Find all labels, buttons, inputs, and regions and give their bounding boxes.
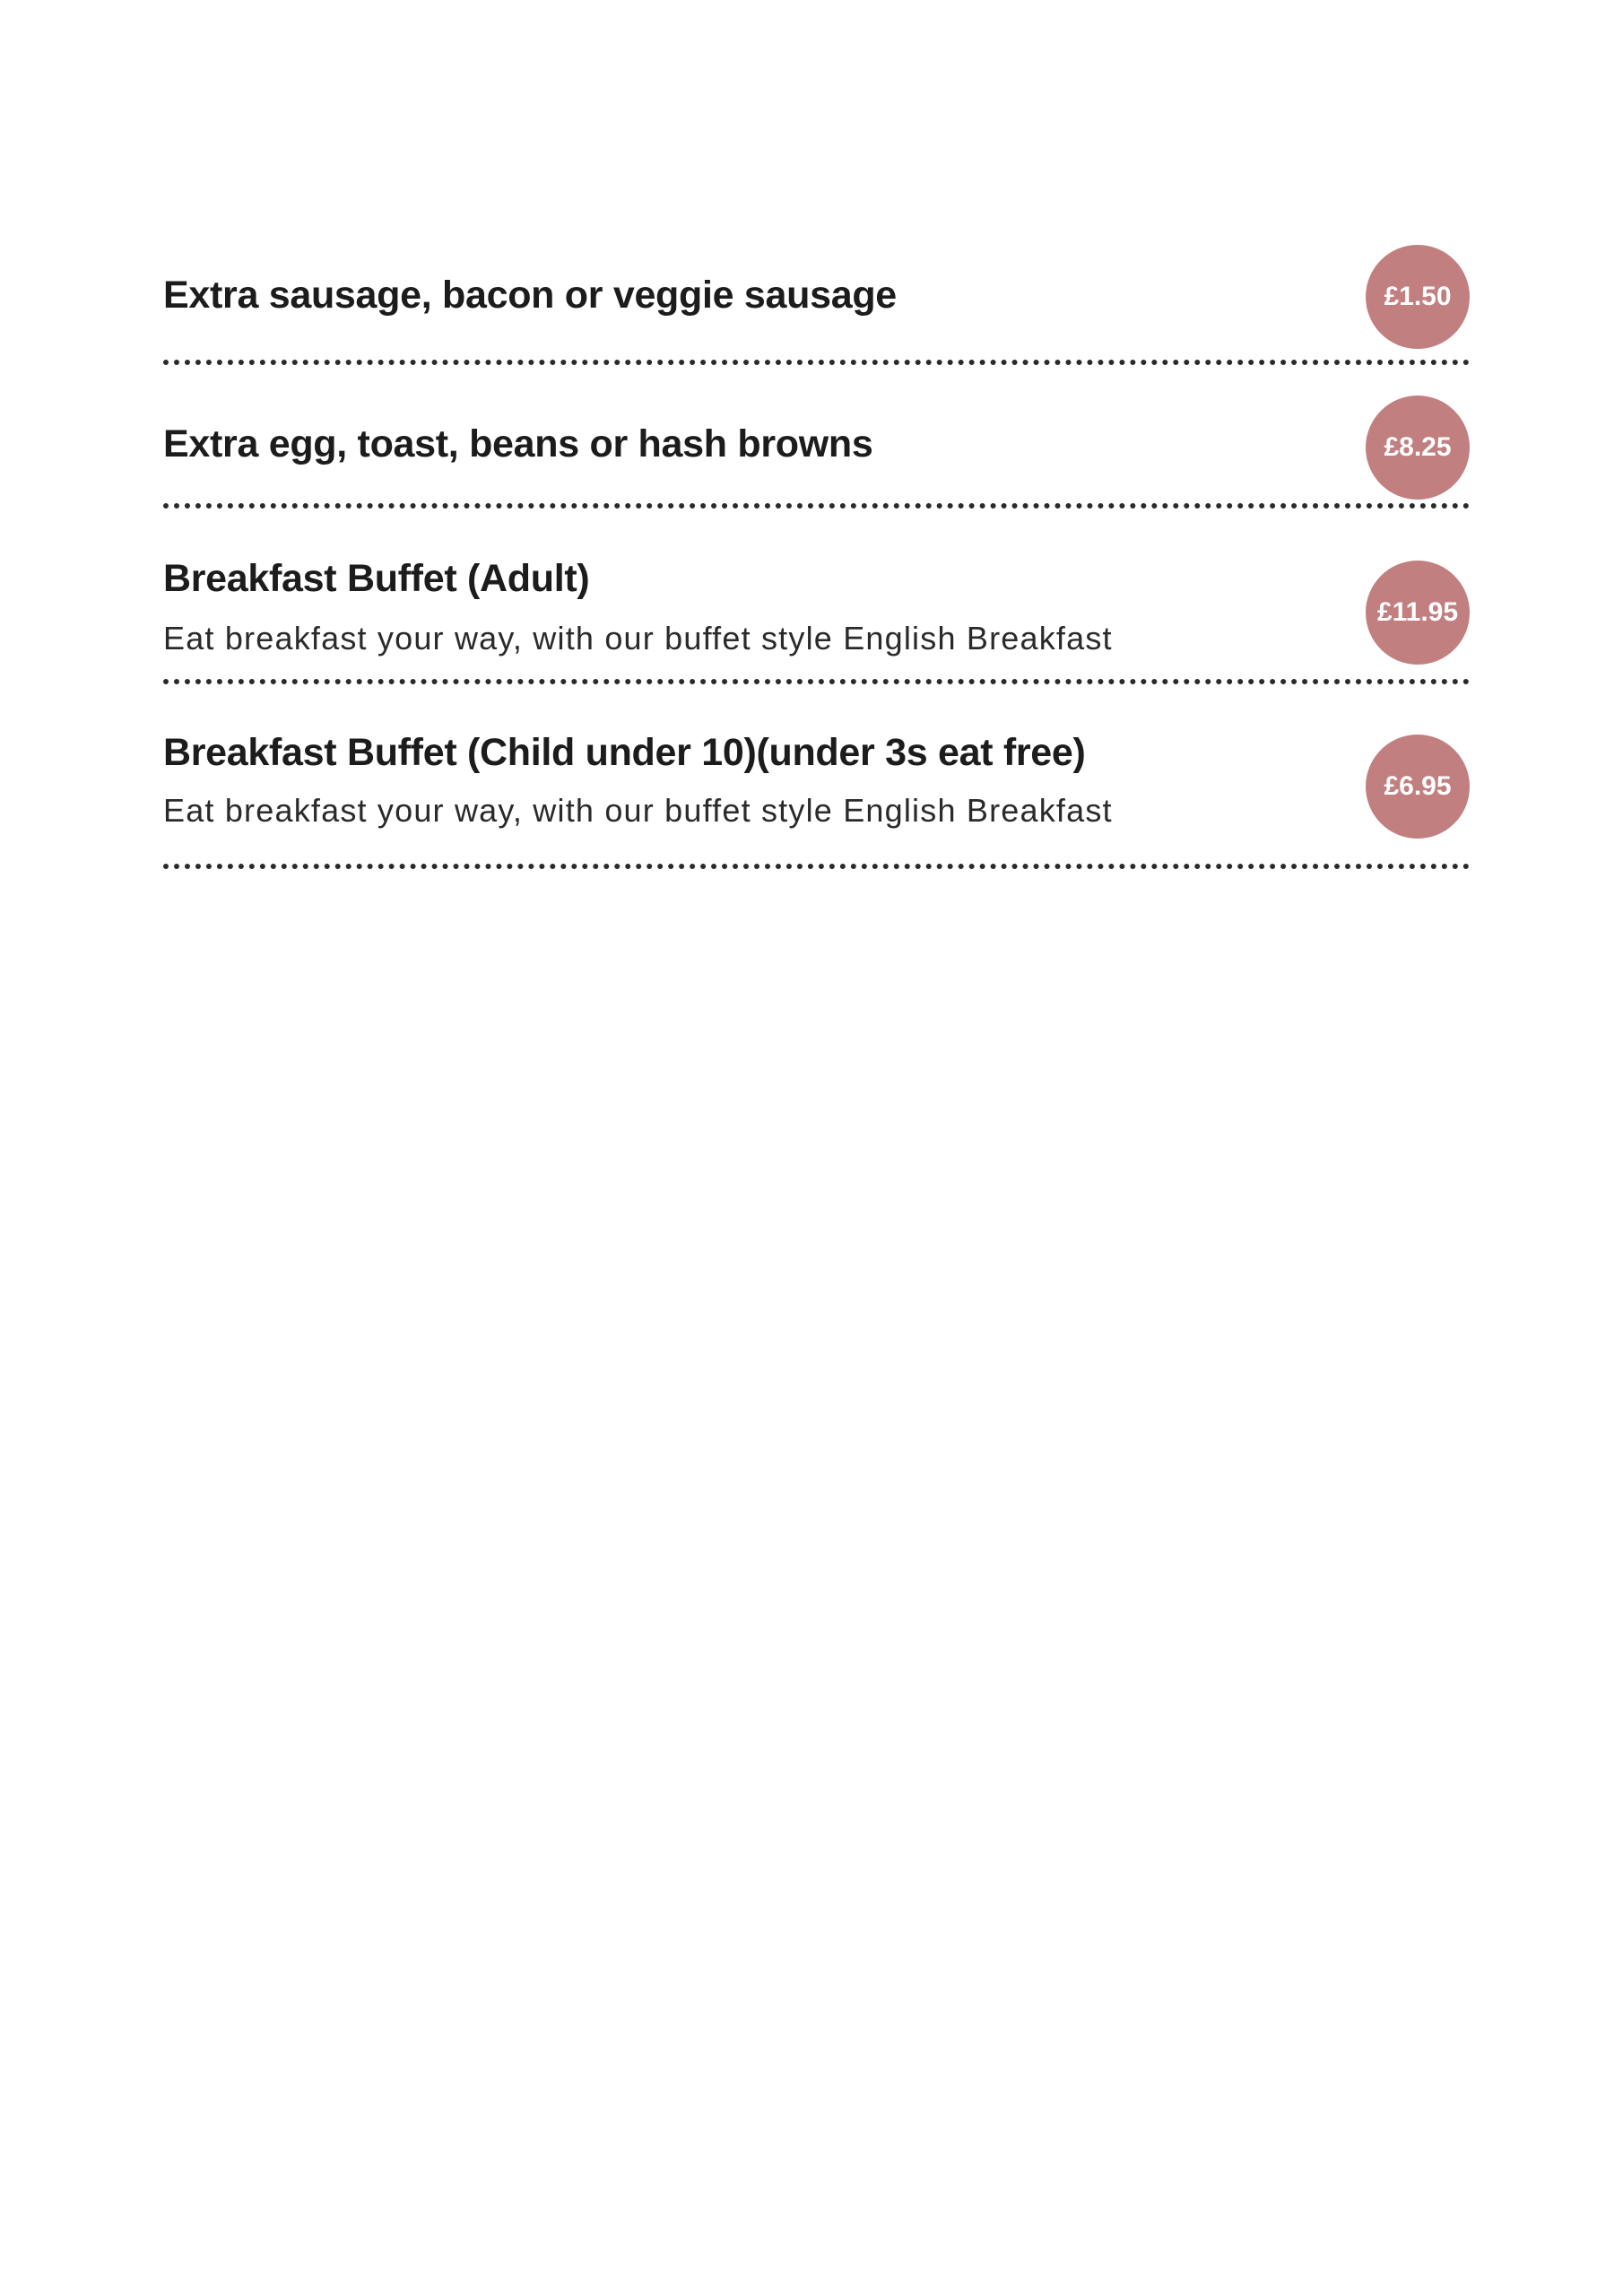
menu-item-description: Eat breakfast your way, with our buffet style English Breakfast <box>163 792 1113 829</box>
menu-item-name: Extra egg, toast, beans or hash browns <box>163 422 873 465</box>
price-badge: £11.95 <box>1366 561 1470 665</box>
menu-item-name: Extra sausage, bacon or veggie sausage <box>163 274 897 317</box>
price-badge: £1.50 <box>1366 245 1470 349</box>
menu-item-description: Eat breakfast your way, with our buffet style English Breakfast <box>163 620 1113 657</box>
price-badge: £8.25 <box>1366 396 1470 500</box>
menu-item <box>163 365 1470 509</box>
menu-item-name: Breakfast Buffet (Adult) <box>163 557 590 600</box>
menu-item-name: Breakfast Buffet (Child under 10)(under 3s eat free) <box>163 731 1086 774</box>
menu-list <box>163 245 1470 869</box>
menu-item <box>163 509 1470 684</box>
menu-item <box>163 684 1470 869</box>
price-badge: £6.95 <box>1366 735 1470 839</box>
menu-item <box>163 245 1470 365</box>
